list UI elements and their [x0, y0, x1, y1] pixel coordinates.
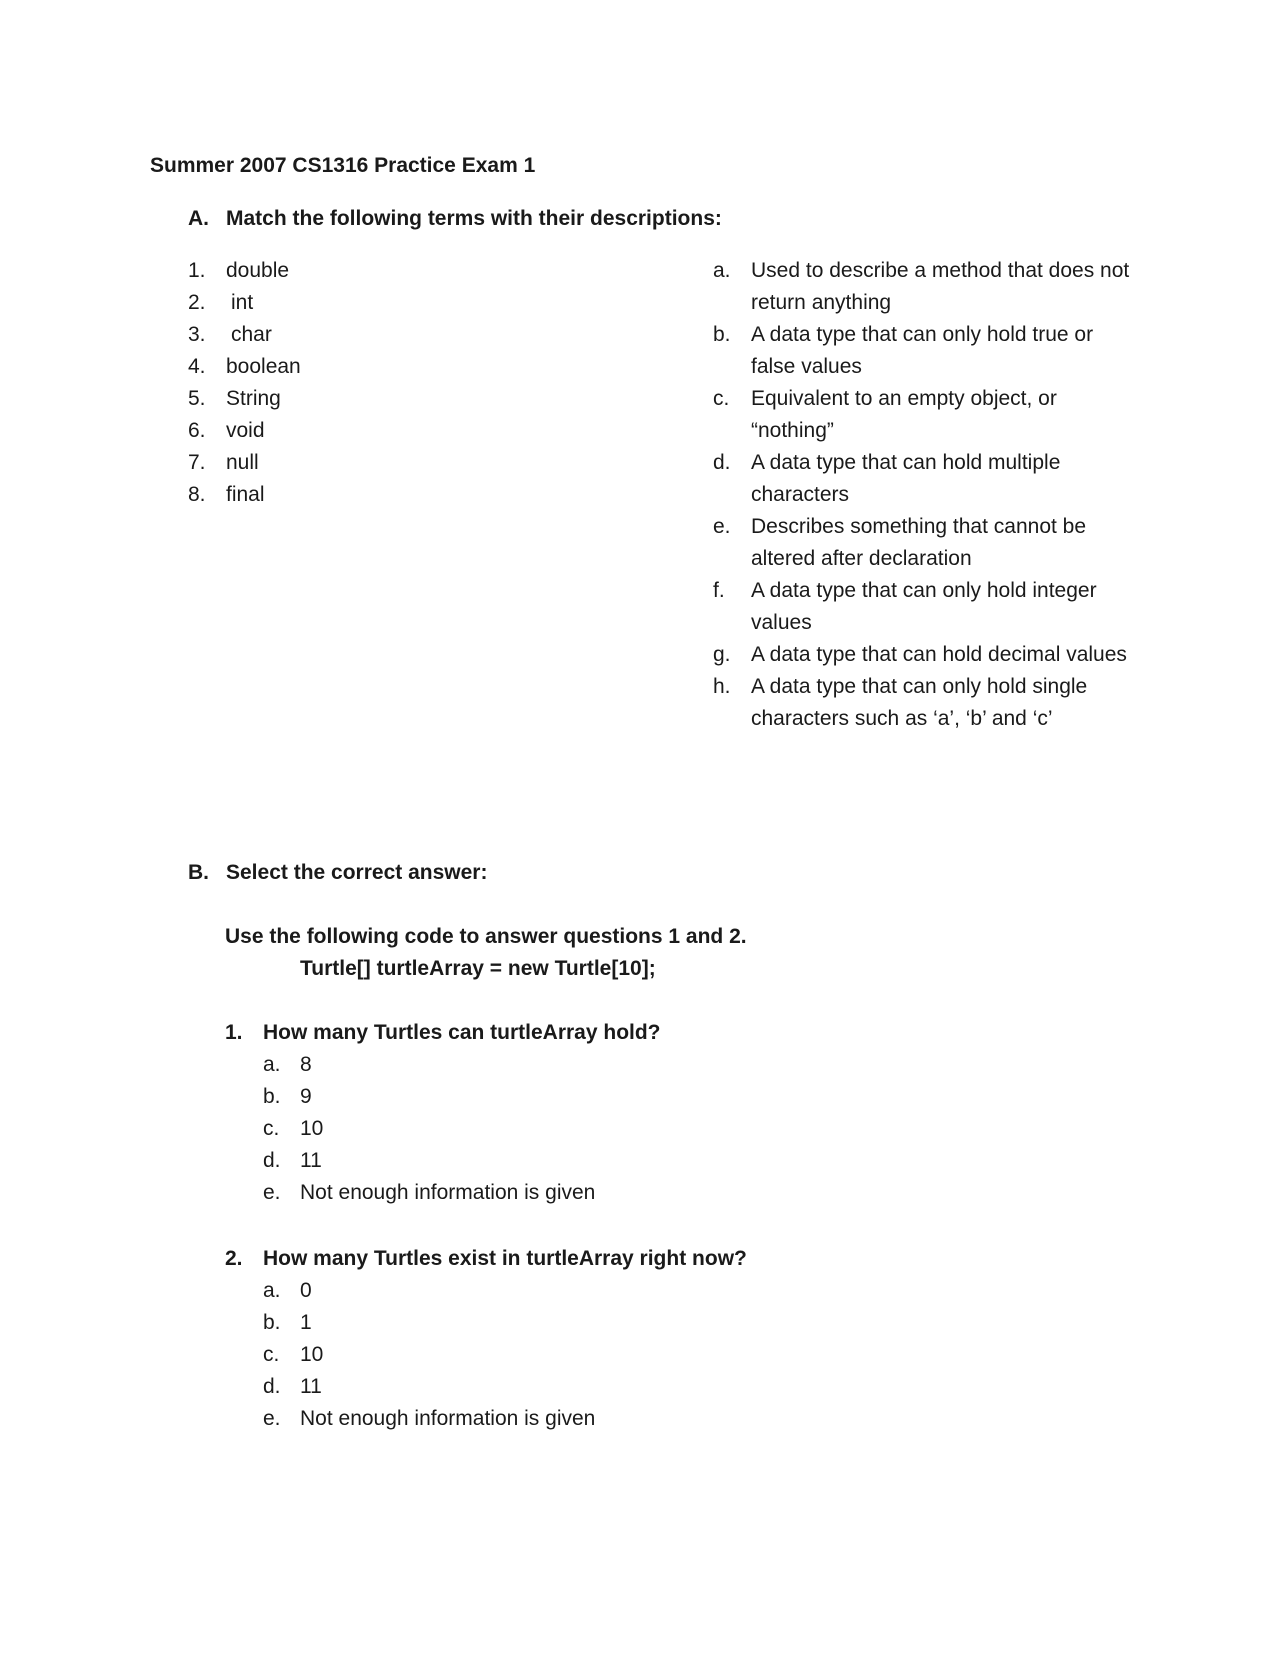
option-text: 0: [300, 1279, 312, 1302]
term-number: 4.: [188, 355, 206, 378]
question-text: How many Turtles exist in turtleArray right now?: [263, 1247, 747, 1270]
code-line: Turtle[] turtleArray = new Turtle[10];: [300, 957, 656, 980]
option-text: Not enough information is given: [300, 1181, 596, 1204]
term-number: 5.: [188, 387, 206, 410]
term-text: String: [226, 387, 281, 410]
description-letter: d.: [713, 451, 731, 474]
section-a-letter: A.: [188, 207, 209, 230]
option-item: [263, 1145, 925, 1177]
description-item: [713, 447, 1133, 511]
description-item: [713, 575, 1133, 639]
description-letter: f.: [713, 579, 725, 602]
option-item: [263, 1113, 925, 1145]
section-b-heading: [188, 857, 487, 889]
option-letter: b.: [263, 1311, 281, 1334]
options-list: [225, 1275, 925, 1435]
term-number: 8.: [188, 483, 206, 506]
term-text: char: [231, 323, 272, 346]
question-heading: [225, 1243, 925, 1275]
section-b-heading-text: Select the correct answer:: [226, 861, 488, 884]
description-text: Used to describe a method that does not return anything: [751, 259, 1130, 314]
term-number: 3.: [188, 323, 206, 346]
question-2: [225, 1243, 925, 1435]
option-letter: d.: [263, 1375, 281, 1398]
question-number: 1.: [225, 1021, 243, 1044]
term-number: 6.: [188, 419, 206, 442]
term-text: int: [231, 291, 254, 314]
exam-title: Summer 2007 CS1316 Practice Exam 1: [150, 154, 536, 177]
option-letter: c.: [263, 1117, 280, 1140]
question-1: [225, 1017, 925, 1209]
term-item: [188, 383, 301, 415]
description-letter: e.: [713, 515, 731, 538]
option-item: [263, 1339, 925, 1371]
term-text: final: [226, 483, 265, 506]
option-text: 11: [300, 1149, 322, 1172]
term-item: [188, 479, 301, 511]
term-text: boolean: [226, 355, 301, 378]
section-a-heading: [188, 203, 722, 235]
question-heading: [225, 1017, 925, 1049]
option-text: 1: [300, 1311, 312, 1334]
option-text: 10: [300, 1117, 324, 1140]
question-number: 2.: [225, 1247, 243, 1270]
description-item: [713, 383, 1133, 447]
option-text: 11: [300, 1375, 322, 1398]
option-text: 10: [300, 1343, 324, 1366]
description-item: [713, 639, 1133, 671]
term-number: 7.: [188, 451, 206, 474]
description-text: Equivalent to an empty object, or “nothing”: [751, 387, 1057, 442]
option-letter: b.: [263, 1085, 281, 1108]
option-item: [263, 1275, 925, 1307]
section-a-heading-text: Match the following terms with their descriptions:: [226, 207, 722, 230]
description-letter: b.: [713, 323, 731, 346]
term-item: [188, 351, 301, 383]
term-number: 1.: [188, 259, 206, 282]
option-item: [263, 1049, 925, 1081]
description-item: [713, 671, 1133, 735]
description-text: Describes something that cannot be altered after declaration: [751, 515, 1087, 570]
option-letter: d.: [263, 1149, 281, 1172]
description-text: A data type that can only hold single characters such as ‘a’, ‘b’ and ‘c’: [751, 675, 1088, 730]
term-item: [188, 255, 301, 287]
option-item: [263, 1081, 925, 1113]
description-item: [713, 255, 1133, 319]
question-text: How many Turtles can turtleArray hold?: [263, 1021, 661, 1044]
description-item: [713, 511, 1133, 575]
option-letter: a.: [263, 1053, 281, 1076]
options-list: [225, 1049, 925, 1209]
description-text: A data type that can only hold integer values: [751, 579, 1097, 634]
option-item: [263, 1403, 925, 1435]
option-letter: c.: [263, 1343, 280, 1366]
term-item: [188, 415, 301, 447]
option-letter: e.: [263, 1407, 281, 1430]
code-intro: Use the following code to answer questions 1 and 2.: [225, 925, 747, 948]
option-item: [263, 1177, 925, 1209]
description-text: A data type that can hold multiple characters: [751, 451, 1061, 506]
term-text: null: [226, 451, 259, 474]
term-item: [188, 319, 301, 351]
option-text: 9: [300, 1085, 312, 1108]
option-item: [263, 1307, 925, 1339]
description-item: [713, 319, 1133, 383]
option-text: 8: [300, 1053, 312, 1076]
description-letter: a.: [713, 259, 731, 282]
description-text: A data type that can only hold true or false values: [751, 323, 1094, 378]
description-letter: g.: [713, 643, 731, 666]
term-text: double: [226, 259, 290, 282]
term-number: 2.: [188, 291, 206, 314]
description-text: A data type that can hold decimal values: [751, 643, 1127, 666]
option-letter: a.: [263, 1279, 281, 1302]
descriptions-list: [713, 255, 1133, 735]
description-letter: h.: [713, 675, 731, 698]
term-item: [188, 287, 301, 319]
section-b-letter: B.: [188, 861, 209, 884]
option-item: [263, 1371, 925, 1403]
term-item: [188, 447, 301, 479]
option-text: Not enough information is given: [300, 1407, 596, 1430]
option-letter: e.: [263, 1181, 281, 1204]
terms-list: [188, 255, 301, 511]
term-text: void: [226, 419, 265, 442]
description-letter: c.: [713, 387, 730, 410]
